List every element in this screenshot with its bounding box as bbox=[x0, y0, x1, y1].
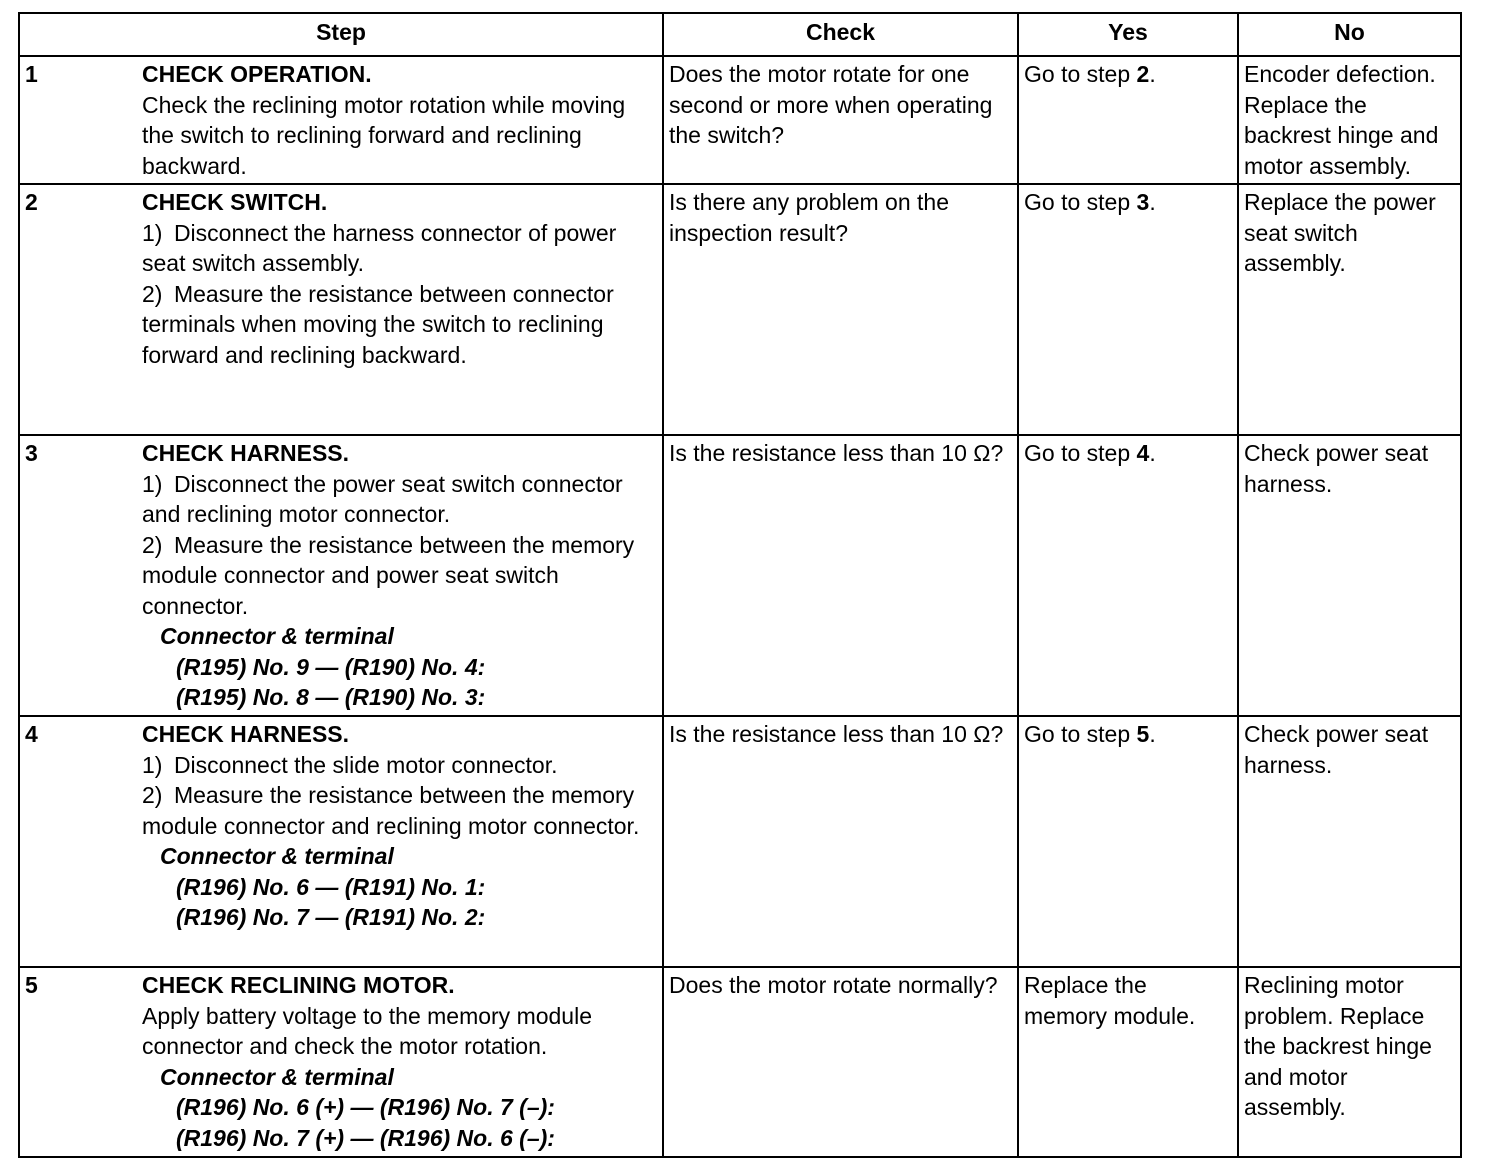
connector-heading: Connector & terminal bbox=[160, 843, 394, 869]
step-title: CHECK HARNESS. bbox=[142, 721, 350, 747]
step-number: 3 bbox=[19, 435, 137, 716]
yes-cell bbox=[1018, 56, 1238, 184]
no-cell: Check power seat harness. bbox=[1238, 435, 1461, 716]
connector-heading: Connector & terminal bbox=[160, 623, 394, 649]
step-cell bbox=[137, 56, 663, 184]
step-title: CHECK RECLINING MOTOR. bbox=[142, 972, 455, 998]
step-number: 5 bbox=[19, 967, 137, 1157]
connector-terminal: (R196) No. 7 (+) — (R196) No. 6 (–): bbox=[176, 1124, 555, 1151]
header-step: Step bbox=[19, 13, 663, 56]
step-body: 1) Disconnect the slide motor connector. bbox=[142, 751, 558, 778]
step-cell bbox=[137, 184, 663, 435]
yes-prefix: Go to step bbox=[1024, 189, 1137, 215]
header-check: Check bbox=[663, 13, 1018, 56]
step-cell bbox=[137, 967, 663, 1157]
step-number: 4 bbox=[19, 716, 137, 967]
yes-suffix: . bbox=[1149, 440, 1156, 466]
yes-step-ref: 2 bbox=[1136, 61, 1150, 87]
yes-cell bbox=[1018, 435, 1238, 716]
yes-suffix: . bbox=[1149, 721, 1156, 747]
step-body: Check the reclining motor rotation while moving the switch to reclining forward and reclining backward. bbox=[142, 91, 626, 179]
table-row bbox=[19, 967, 1461, 1157]
connector-terminal: (R196) No. 7 — (R191) No. 2: bbox=[176, 904, 486, 930]
connector-terminal: (R196) No. 6 (+) — (R196) No. 7 (–): bbox=[176, 1094, 555, 1120]
step-body: Apply battery voltage to the memory module connector and check the motor rotation. bbox=[142, 1002, 593, 1059]
header-no: No bbox=[1238, 13, 1461, 56]
yes-step-ref: 5 bbox=[1136, 721, 1150, 747]
connector-heading: Connector & terminal bbox=[160, 1063, 394, 1090]
connector-terminal: (R195) No. 8 — (R190) No. 3: bbox=[176, 684, 486, 710]
step-number: 1 bbox=[19, 56, 137, 184]
step-cell bbox=[137, 435, 663, 716]
step-body: 1) Disconnect the power seat switch connector and reclining motor connector. bbox=[142, 470, 623, 527]
yes-cell bbox=[1018, 716, 1238, 967]
yes-suffix: . bbox=[1149, 61, 1156, 87]
connector-terminal: (R196) No. 6 — (R191) No. 1: bbox=[176, 873, 486, 900]
yes-suffix: . bbox=[1149, 189, 1156, 215]
table-row bbox=[19, 435, 1461, 716]
header-yes: Yes bbox=[1018, 13, 1238, 56]
step-title: CHECK HARNESS. bbox=[142, 440, 350, 466]
check-cell: Is the resistance less than 10 Ω? bbox=[663, 435, 1018, 716]
connector-terminal: (R195) No. 9 — (R190) No. 4: bbox=[176, 653, 486, 680]
step-body: 1) Disconnect the harness connector of power seat switch assembly. bbox=[142, 219, 617, 276]
check-cell: Is there any problem on the inspection result? bbox=[663, 184, 1018, 435]
yes-prefix: Replace the memory module. bbox=[1024, 972, 1196, 1029]
yes-step-ref: 4 bbox=[1136, 440, 1150, 466]
step-body: 2) Measure the resistance between connector terminals when moving the switch to reclining forward and reclining backward. bbox=[142, 280, 614, 368]
step-title: CHECK SWITCH. bbox=[142, 189, 328, 215]
yes-prefix: Go to step bbox=[1024, 721, 1137, 747]
check-cell: Does the motor rotate normally? bbox=[663, 967, 1018, 1157]
yes-cell bbox=[1018, 184, 1238, 435]
yes-step-ref: 3 bbox=[1136, 189, 1150, 215]
step-body: 2) Measure the resistance between the memory module connector and reclining motor connector. bbox=[142, 782, 640, 839]
diagnostic-table bbox=[18, 12, 1462, 1158]
header-row bbox=[19, 13, 1461, 56]
check-cell: Does the motor rotate for one second or more when operating the switch? bbox=[663, 56, 1018, 184]
step-body: 2) Measure the resistance between the memory module connector and power seat switch connector. bbox=[142, 531, 635, 619]
step-number: 2 bbox=[19, 184, 137, 435]
table-row bbox=[19, 716, 1461, 967]
no-cell: Encoder defection. Replace the backrest hinge and motor assembly. bbox=[1238, 56, 1461, 184]
no-cell: Check power seat harness. bbox=[1238, 716, 1461, 967]
table-row bbox=[19, 184, 1461, 435]
yes-prefix: Go to step bbox=[1024, 61, 1137, 87]
no-cell: Replace the power seat switch assembly. bbox=[1238, 184, 1461, 435]
no-cell: Reclining motor problem. Replace the backrest hinge and motor assembly. bbox=[1238, 967, 1461, 1157]
yes-cell bbox=[1018, 967, 1238, 1157]
table-row bbox=[19, 56, 1461, 184]
step-cell bbox=[137, 716, 663, 967]
step-title: CHECK OPERATION. bbox=[142, 61, 372, 87]
check-cell: Is the resistance less than 10 Ω? bbox=[663, 716, 1018, 967]
yes-prefix: Go to step bbox=[1024, 440, 1137, 466]
